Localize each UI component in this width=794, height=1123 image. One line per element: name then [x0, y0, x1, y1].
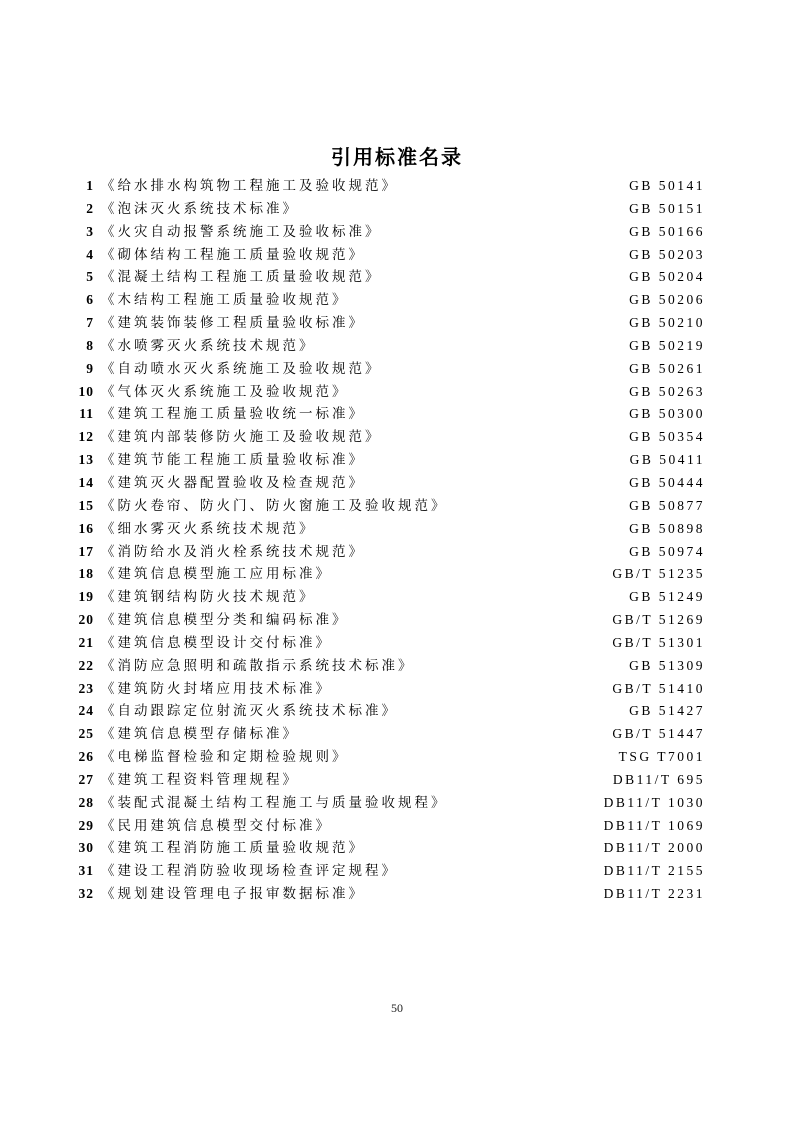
item-title: 《细水雾灭火系统技术规范》: [101, 520, 316, 536]
item-code: GB 50151: [629, 200, 705, 216]
item-number: 3: [86, 223, 94, 239]
item-code: GB 50204: [629, 269, 705, 285]
list-item: [68, 403, 705, 426]
item-number: 26: [78, 749, 94, 765]
item-code: GB 50141: [629, 178, 705, 193]
item-code: DB11/T 2231: [603, 886, 705, 902]
item-title: 《消防应急照明和疏散指示系统技术标准》: [101, 657, 415, 673]
item-number: 5: [86, 269, 94, 285]
list-item: [68, 883, 705, 906]
item-code: GB 50974: [629, 543, 705, 559]
item-number: 25: [78, 726, 94, 742]
item-number: 13: [78, 452, 94, 468]
item-number: 7: [86, 315, 94, 331]
list-item: [68, 792, 705, 815]
list-item: [68, 632, 705, 655]
list-item: [68, 815, 705, 838]
item-number: 16: [78, 520, 94, 536]
item-title: 《砌体结构工程施工质量验收规范》: [101, 246, 365, 262]
item-title: 《建筑工程消防施工质量验收规范》: [101, 840, 365, 856]
item-title: 《建筑钢结构防火技术规范》: [101, 589, 316, 605]
list-item: [68, 655, 705, 678]
list-item: [68, 518, 705, 541]
item-code: GB 50263: [629, 383, 705, 399]
item-code: GB 51249: [629, 589, 705, 605]
item-code: GB/T 51410: [612, 680, 705, 696]
item-number: 1: [86, 178, 94, 193]
item-number: 12: [78, 429, 94, 445]
item-number: 11: [79, 406, 94, 422]
item-title: 《民用建筑信息模型交付标准》: [101, 817, 332, 833]
item-number: 23: [78, 680, 94, 696]
item-title: 《建筑装饰装修工程质量验收标准》: [101, 315, 365, 331]
item-title: 《装配式混凝土结构工程施工与质量验收规程》: [101, 794, 448, 810]
item-code: GB 50411: [629, 452, 705, 468]
item-title: 《建设工程消防验收现场检查评定规程》: [101, 863, 398, 879]
list-item: [68, 586, 705, 609]
list-item: [68, 221, 705, 244]
item-title: 《建筑工程施工质量验收统一标准》: [101, 406, 365, 422]
list-item: [68, 541, 705, 564]
item-code: GB 50210: [629, 315, 705, 331]
item-title: 《建筑节能工程施工质量验收标准》: [101, 452, 365, 468]
item-code: GB 51427: [629, 703, 705, 719]
list-item: [68, 335, 705, 358]
item-code: GB 50206: [629, 292, 705, 308]
list-item: [68, 426, 705, 449]
item-number: 10: [78, 383, 94, 399]
item-title: 《建筑信息模型施工应用标准》: [101, 566, 332, 582]
item-title: 《建筑信息模型设计交付标准》: [101, 634, 332, 650]
item-number: 30: [78, 840, 94, 856]
item-code: GB 50898: [629, 520, 705, 536]
list-item: [68, 769, 705, 792]
list-item: [68, 609, 705, 632]
list-item: [68, 266, 705, 289]
item-code: DB11/T 2000: [603, 840, 705, 856]
item-title: 《火灾自动报警系统施工及验收标准》: [101, 223, 382, 239]
list-item: [68, 449, 705, 472]
item-number: 6: [86, 292, 94, 308]
list-item: [68, 472, 705, 495]
item-number: 17: [78, 543, 94, 559]
item-title: 《自动喷水灭火系统施工及验收规范》: [101, 360, 382, 376]
item-code: DB11/T 1030: [603, 794, 705, 810]
list-item: [68, 175, 705, 198]
item-code: DB11/T 695: [612, 771, 705, 787]
item-code: GB 50203: [629, 246, 705, 262]
item-number: 28: [78, 794, 94, 810]
list-item: [68, 289, 705, 312]
list-item: [68, 198, 705, 221]
list-item: [68, 563, 705, 586]
item-number: 2: [86, 200, 94, 216]
item-code: DB11/T 1069: [603, 817, 705, 833]
item-code: GB/T 51301: [612, 634, 705, 650]
standards-list: [68, 175, 705, 906]
item-code: GB/T 51447: [612, 726, 705, 742]
item-number: 18: [78, 566, 94, 582]
item-title: 《木结构工程施工质量验收规范》: [101, 292, 349, 308]
item-number: 22: [78, 657, 94, 673]
list-item: [68, 837, 705, 860]
item-title: 《自动跟踪定位射流灭火系统技术标准》: [101, 703, 398, 719]
list-item: [68, 358, 705, 381]
item-number: 32: [78, 886, 94, 902]
list-item: [68, 746, 705, 769]
list-item: [68, 312, 705, 335]
page-title: 引用标准名录: [331, 145, 463, 169]
list-item: [68, 244, 705, 267]
item-number: 20: [78, 612, 94, 628]
item-title: 《泡沫灭火系统技术标准》: [101, 200, 299, 216]
item-code: GB 50444: [629, 474, 705, 490]
item-title: 《建筑防火封堵应用技术标准》: [101, 680, 332, 696]
item-title: 《给水排水构筑物工程施工及验收规范》: [101, 178, 398, 193]
item-code: GB 50877: [629, 497, 705, 513]
item-title: 《气体灭火系统施工及验收规范》: [101, 383, 349, 399]
item-title: 《水喷雾灭火系统技术规范》: [101, 337, 316, 353]
page-number: 50: [391, 1001, 403, 1015]
item-number: 8: [86, 337, 94, 353]
list-item: [68, 495, 705, 518]
item-title: 《防火卷帘、防火门、防火窗施工及验收规范》: [101, 497, 448, 513]
item-code: GB 50219: [629, 337, 705, 353]
item-number: 27: [78, 771, 94, 787]
item-title: 《电梯监督检验和定期检验规则》: [101, 749, 349, 765]
item-code: GB 50300: [629, 406, 705, 422]
list-item: [68, 678, 705, 701]
item-code: GB/T 51269: [612, 612, 705, 628]
item-title: 《混凝土结构工程施工质量验收规范》: [101, 269, 382, 285]
item-number: 24: [78, 703, 94, 719]
list-item: [68, 860, 705, 883]
item-number: 9: [86, 360, 94, 376]
item-number: 29: [78, 817, 94, 833]
item-title: 《建筑内部装修防火施工及验收规范》: [101, 429, 382, 445]
item-title: 《建筑灭火器配置验收及检查规范》: [101, 474, 365, 490]
item-code: GB 50354: [629, 429, 705, 445]
list-item: [68, 723, 705, 746]
item-code: GB 50166: [629, 223, 705, 239]
item-code: GB 50261: [629, 360, 705, 376]
item-title: 《建筑信息模型存储标准》: [101, 726, 299, 742]
item-title: 《规划建设管理电子报审数据标准》: [101, 886, 365, 902]
list-item: [68, 700, 705, 723]
item-title: 《消防给水及消火栓系统技术规范》: [101, 543, 365, 559]
item-code: GB/T 51235: [612, 566, 705, 582]
item-title: 《建筑信息模型分类和编码标准》: [101, 612, 349, 628]
item-number: 4: [86, 246, 94, 262]
item-code: DB11/T 2155: [603, 863, 705, 879]
item-number: 21: [78, 634, 94, 650]
item-code: TSG T7001: [618, 749, 705, 765]
item-number: 15: [78, 497, 94, 513]
list-item: [68, 381, 705, 404]
item-code: GB 51309: [629, 657, 705, 673]
item-title: 《建筑工程资料管理规程》: [101, 771, 299, 787]
item-number: 31: [78, 863, 94, 879]
item-number: 19: [78, 589, 94, 605]
item-number: 14: [78, 474, 94, 490]
